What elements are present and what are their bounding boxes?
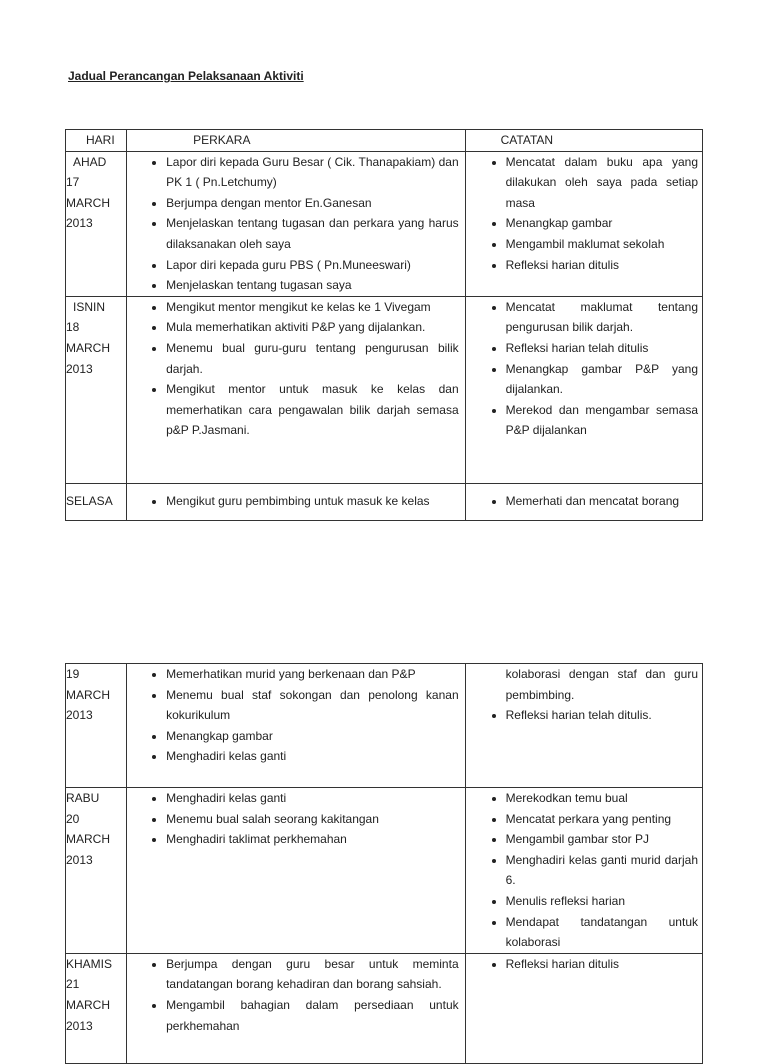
day-year: 2013: [66, 708, 93, 723]
perkara-cell: [127, 953, 466, 1063]
list-item: • Menghadiri kelas ganti: [166, 788, 459, 809]
header-perkara: PERKARA: [127, 130, 466, 152]
list-item: • Mengikut guru pembimbing untuk masuk ke kelas: [166, 491, 459, 512]
header-row: [66, 130, 703, 152]
list-item: • Refleksi harian ditulis: [506, 255, 698, 276]
day-date: 19: [66, 667, 80, 681]
list-item-continued: kolaborasi dengan staf dan guru pembimbing.: [505, 667, 698, 702]
list-item: • Mencatat dalam buku apa yang dilakukan oleh saya pada setiap masa: [506, 152, 698, 214]
day-date: 20: [66, 811, 80, 826]
schedule-table-2: [65, 663, 703, 1064]
header-catatan: CATATAN: [465, 130, 702, 152]
list-item: • Mengambil bahagian dalam persediaan untuk perkhemahan: [166, 995, 459, 1036]
day-month: MARCH: [66, 340, 110, 355]
list-item: • Menemu bual salah seorang kakitangan: [166, 809, 459, 830]
list-item: • Lapor diri kepada Guru Besar ( Cik. Thanapakiam) dan PK 1 ( Pn.Letchumy): [166, 152, 459, 193]
row-selasa: [66, 483, 703, 520]
list-item: • Menemu bual staf sokongan dan penolong kanan kokurikulum: [166, 685, 459, 726]
list-item: • Menghadiri kelas ganti murid darjah 6.: [506, 850, 698, 891]
day-cell: [66, 151, 127, 296]
perkara-cell: [127, 483, 466, 520]
list-item: • Menangkap gambar: [166, 726, 459, 747]
row-ahad: [66, 151, 703, 296]
list-item: • Memerhatikan murid yang berkenaan dan P&P: [166, 664, 459, 685]
day-cell: [66, 296, 127, 483]
day-date: 17: [66, 175, 80, 190]
list-item: • Mengikut mentor mengikut ke kelas ke 1 Vivegam: [166, 297, 459, 318]
day-name: SELASA: [66, 494, 113, 509]
catatan-cell: [465, 664, 702, 788]
row-isnin: [66, 296, 703, 483]
catatan-cell: [465, 788, 702, 954]
day-name: AHAD: [73, 154, 107, 169]
list-item: • Mengikut mentor untuk masuk ke kelas dan memerhatikan cara pengawalan bilik darjah semasa p&P P.Jasmani.: [166, 379, 459, 441]
schedule-table-1: [65, 129, 703, 521]
day-cell: [66, 953, 127, 1063]
row-khamis: [66, 953, 703, 1063]
day-year: 2013: [66, 216, 93, 231]
row-rabu: [66, 788, 703, 954]
day-cell: [66, 483, 127, 520]
catatan-cell: [465, 151, 702, 296]
day-month: MARCH: [66, 832, 110, 847]
list-item: • Menulis refleksi harian: [506, 891, 698, 912]
list-item: • Memerhati dan mencatat borang: [506, 491, 698, 512]
row-selasa-continued: [66, 664, 703, 788]
list-item: • Mencatat maklumat tentang pengurusan bilik darjah.: [506, 297, 698, 338]
list-item: • Menemu bual guru-guru tentang pengurusan bilik darjah.: [166, 338, 459, 379]
day-name: KHAMIS: [66, 956, 113, 971]
list-item: • Berjumpa dengan mentor En.Ganesan: [166, 193, 459, 214]
list-item: • Menangkap gambar: [506, 213, 698, 234]
day-date: 18: [66, 320, 80, 335]
perkara-cell: [127, 664, 466, 788]
perkara-cell: [127, 788, 466, 954]
list-item: • Berjumpa dengan guru besar untuk meminta tandatangan borang kehadiran dan borang sahsiah.: [166, 954, 459, 995]
list-item: • Menghadiri kelas ganti: [166, 746, 459, 767]
day-month: MARCH: [66, 687, 110, 702]
list-item: • Mula memerhatikan aktiviti P&P yang dijalankan.: [166, 317, 459, 338]
day-cell: [66, 664, 127, 788]
list-item: • Menjelaskan tentang tugasan dan perkara yang harus dilaksanakan oleh saya: [166, 213, 459, 254]
list-item: • Merekod dan mengambar semasa P&P dijalankan: [506, 400, 698, 441]
day-month: MARCH: [66, 195, 110, 210]
perkara-cell: [127, 296, 466, 483]
list-item: • Menghadiri taklimat perkhemahan: [166, 829, 459, 850]
list-item: • Refleksi harian telah ditulis.: [506, 705, 698, 726]
day-name: ISNIN: [73, 299, 106, 314]
catatan-cell: [465, 296, 702, 483]
catatan-cell: [465, 483, 702, 520]
list-item: • Mengambil gambar stor PJ: [506, 829, 698, 850]
catatan-cell: [465, 953, 702, 1063]
list-item: • Refleksi harian ditulis: [506, 954, 698, 975]
perkara-cell: [127, 151, 466, 296]
list-item: • Mendapat tandatangan untuk kolaborasi: [506, 912, 698, 953]
header-hari: HARI: [66, 130, 127, 152]
day-date: 21: [66, 977, 80, 992]
list-item: • Mengambil maklumat sekolah: [506, 234, 698, 255]
list-item: • Menangkap gambar P&P yang dijalankan.: [506, 359, 698, 400]
list-item: • Lapor diri kepada guru PBS ( Pn.Muneeswari): [166, 255, 459, 276]
list-item: • Merekodkan temu bual: [506, 788, 698, 809]
list-item: • Refleksi harian telah ditulis: [506, 338, 698, 359]
page-title: Jadual Perancangan Pelaksanaan Aktiviti: [68, 69, 304, 83]
list-item: • Mencatat perkara yang penting: [506, 809, 698, 830]
day-year: 2013: [66, 361, 93, 376]
day-name: RABU: [66, 791, 100, 805]
list-item: • Menjelaskan tentang tugasan saya: [166, 275, 459, 296]
day-year: 2013: [66, 852, 93, 867]
day-cell: [66, 788, 127, 954]
day-year: 2013: [66, 1018, 93, 1033]
day-month: MARCH: [66, 997, 110, 1012]
